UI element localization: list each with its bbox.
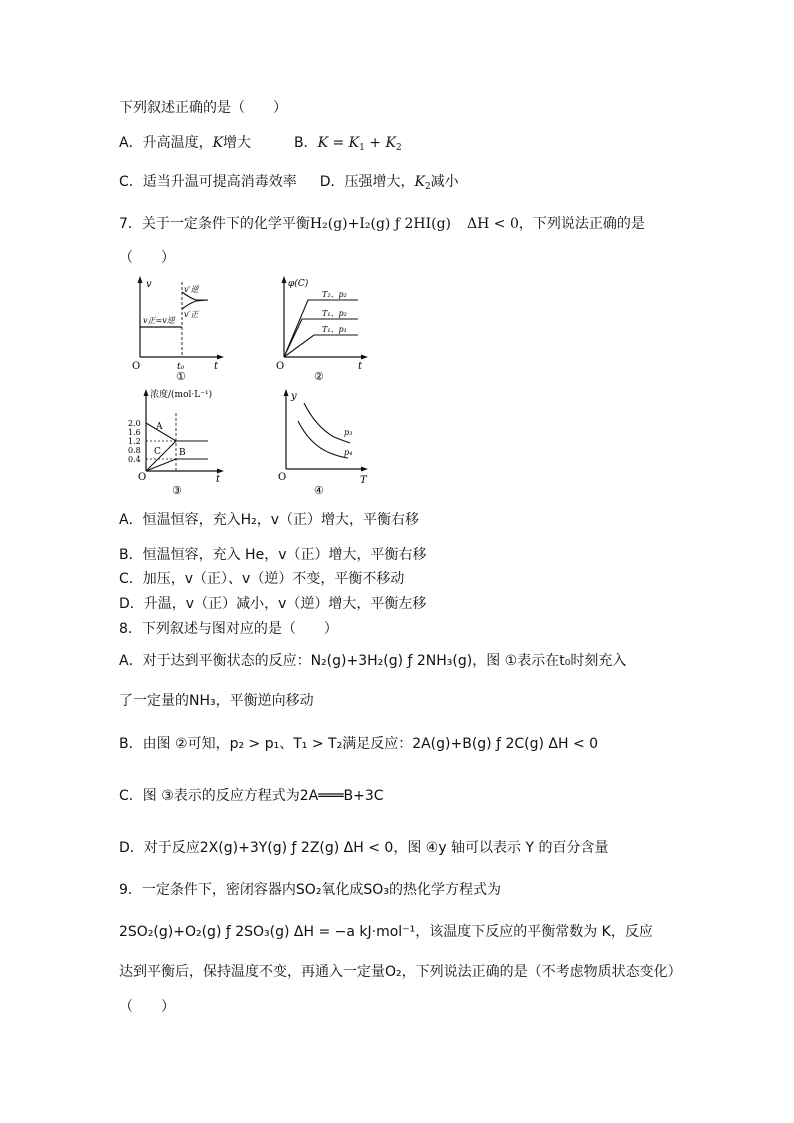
q8-option-d: D．对于反应2X(g)+3Y(g) ƒ 2Z(g) ΔH < 0，图 ④y 轴可以表示 Y 的百分含量 xyxy=(119,840,609,856)
q6-option-d: D．压强增大，$K_2$减小 xyxy=(319,174,459,192)
fig3-tick-2.0: 2.0 xyxy=(128,419,141,428)
q6-options-ab xyxy=(119,133,402,153)
figure-3 xyxy=(118,383,233,498)
fig3-curve-c xyxy=(146,441,176,471)
figure-2 xyxy=(272,272,372,387)
q6-options-cd xyxy=(119,172,459,192)
fig2-y-axis: φ(C) xyxy=(288,279,309,289)
fig2-curve-3 xyxy=(284,335,358,357)
q8-option-b: B．由图 ②可知，p₂ > p₁、T₁ > T₂满足反应：2A(g)+B(g) ƒ 2C(g) ΔH < 0 xyxy=(119,736,599,752)
figure-4 xyxy=(272,383,372,498)
q6-option-b: B．$K = K_1 + K_2$ xyxy=(293,135,402,153)
fig1-v-rev-label: v′逆 xyxy=(184,285,199,294)
q8-stem: 8．下列叙述与图对应的是（ ） xyxy=(119,621,338,637)
fig2-label: ② xyxy=(314,370,324,383)
q9-stem-line1: 9．一定条件下，密闭容器内SO₂氧化成SO₃的热化学方程式为 xyxy=(119,882,501,898)
fig3-tick-1.2: 1.2 xyxy=(128,437,141,446)
fig2-origin: O xyxy=(276,361,285,372)
q8-option-c: C．图 ③表示的反应方程式为2A═══B+3C xyxy=(119,788,384,804)
fig3-tick-1.6: 1.6 xyxy=(128,428,141,437)
fig1-label: ① xyxy=(176,370,186,383)
q8-option-a-line1: A．对于达到平衡状态的反应：N₂(g)+3H₂(g) ƒ 2NH₃(g)，图 ①表示在t₀时刻充入 xyxy=(119,653,627,669)
fig2-curve-1-label: T₂、p₂ xyxy=(322,290,347,299)
fig1-t0: t₀ xyxy=(177,362,185,372)
fig1-v-fwd-label: v′正 xyxy=(184,310,199,319)
fig3-curve-a-label: A xyxy=(156,422,163,432)
fig1-equal-rate-label: v正=v逆 xyxy=(143,316,175,325)
q7-option-c: C．加压，v（正）、v（逆）不变，平衡不移动 xyxy=(119,571,405,587)
fig3-curve-b-label: B xyxy=(179,448,186,458)
fig3-y-axis: 浓度/(mol·L⁻¹) xyxy=(150,390,213,400)
fig4-origin: O xyxy=(278,472,287,483)
fig4-y-axis: y xyxy=(291,391,297,402)
fig4-curve-p3 xyxy=(304,403,353,443)
q9-answer-paren: （ ） xyxy=(119,999,175,1015)
figure-1 xyxy=(128,272,228,387)
fig3-curve-b xyxy=(146,459,208,471)
fig2-curve-3-label: T₁、p₁ xyxy=(322,325,347,334)
fig3-label: ③ xyxy=(172,484,182,497)
fig1-y-axis: v xyxy=(146,279,152,290)
q7-enthalpy: ΔH < 0 xyxy=(467,216,519,232)
q6-stem: 下列叙述正确的是（ ） xyxy=(119,100,287,116)
q7-option-a: A．恒温恒容，充入H₂，v（正）增大，平衡右移 xyxy=(119,512,420,528)
fig3-tick-0.8: 0.8 xyxy=(128,446,141,455)
fig2-x-axis: t xyxy=(358,361,363,372)
fig1-origin: O xyxy=(132,361,141,372)
q9-stem-line3: 达到平衡后，保持温度不变，再通入一定量O₂，下列说法正确的是（不考虑物质状态变化） xyxy=(119,964,682,980)
fig3-origin: O xyxy=(138,472,147,483)
fig3-x-axis: t xyxy=(216,474,221,485)
fig1-x-axis: t xyxy=(214,361,219,372)
q6-option-a: A．升高温度，K增大 xyxy=(119,135,252,151)
q7-option-d: D．升温，v（正）减小，v（逆）增大，平衡左移 xyxy=(119,596,427,612)
fig4-curve-p3-label: p₃ xyxy=(344,428,353,437)
fig4-curve-p4-label: p₄ xyxy=(344,448,353,457)
q7-equation: H₂(g)+I₂(g) ƒ 2HI(g) xyxy=(309,216,452,232)
q9-stem-line2: 2SO₂(g)+O₂(g) ƒ 2SO₃(g) ΔH = −a kJ·mol⁻¹，该温度下反应的平衡常数为 K，反应 xyxy=(119,924,653,940)
fig2-curve-2-label: T₁、p₂ xyxy=(322,309,347,318)
fig4-x-axis: T xyxy=(360,475,367,486)
q7-stem: 7．关于一定条件下的化学平衡H₂(g)+I₂(g) ƒ 2HI(g) ΔH < 0，下列说法正确的是 xyxy=(119,216,645,232)
q7-option-b: B．恒温恒容，充入 He，v（正）增大，平衡右移 xyxy=(119,547,427,563)
fig3-tick-0.4: 0.4 xyxy=(128,455,141,464)
fig2-curve-2 xyxy=(284,319,358,357)
q8-option-a-line2: 了一定量的NH₃，平衡逆向移动 xyxy=(119,693,314,709)
fig1-forward-curve xyxy=(182,300,208,309)
q7-answer-paren: （ ） xyxy=(119,250,175,266)
fig4-label: ④ xyxy=(314,484,324,497)
fig3-curve-c-label: C xyxy=(154,447,161,457)
q6-option-c: C．适当升温可提高消毒效率 xyxy=(119,174,297,190)
